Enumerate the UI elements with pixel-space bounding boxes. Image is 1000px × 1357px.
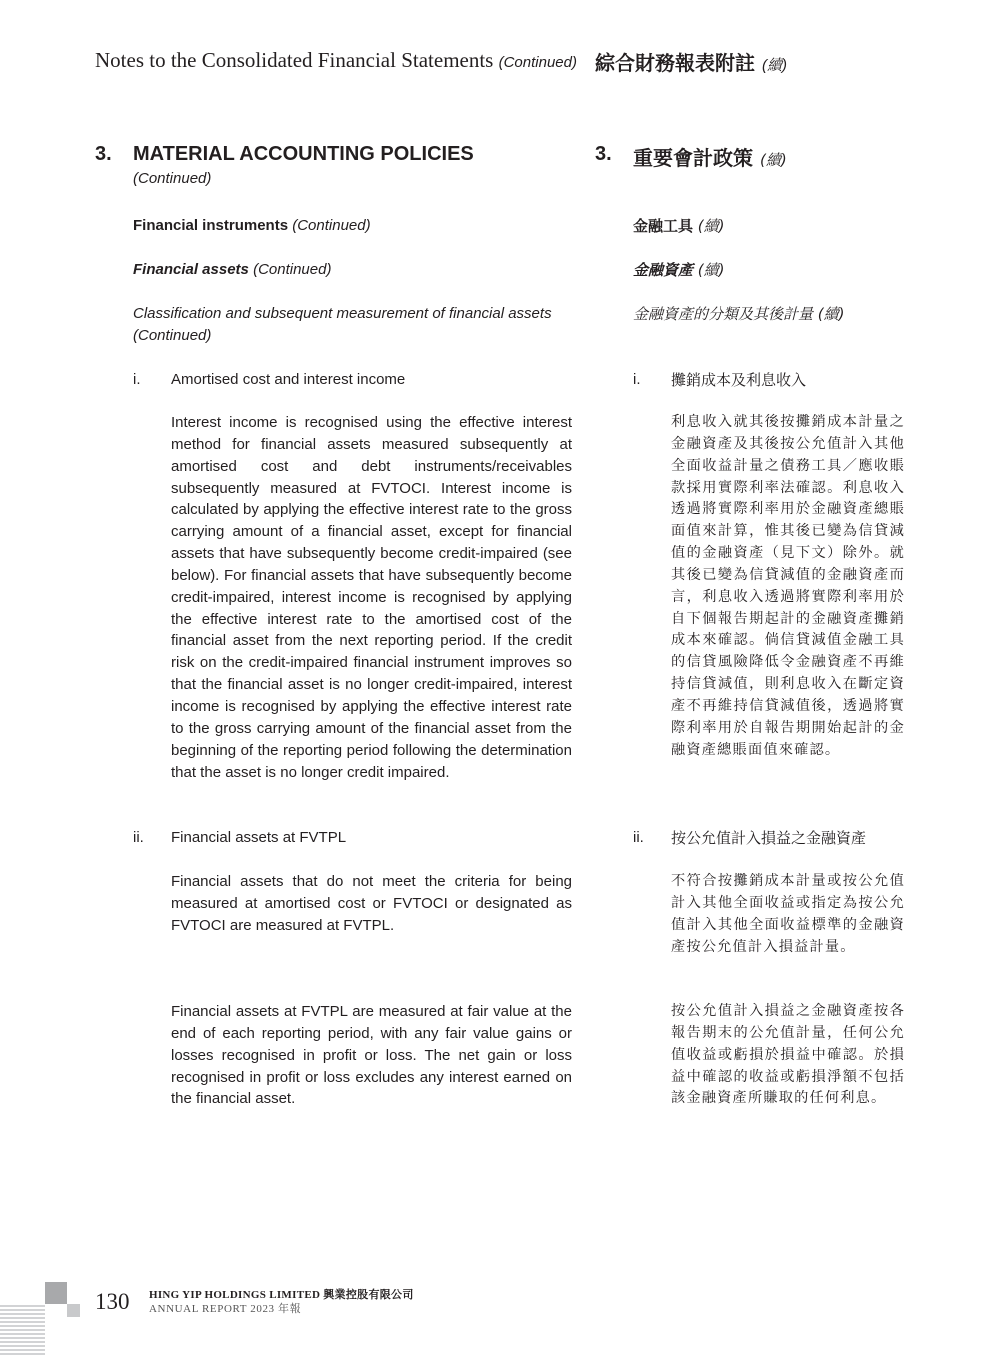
heading-financial-instruments-zh-text: 金融工具 [633,217,694,235]
section-title-zh [633,142,787,171]
item-marker-i-en: i. [133,371,141,388]
header-continued-zh: (續) [761,57,787,74]
header-continued-en: (Continued) [498,54,577,71]
paragraph-fvtpl-measurement-en: Financial assets at FVTPL are measured at fair value at the end of each reporting period, with any fair value gains or losses recognised in profit or loss. The net gain or loss recognised in profit or loss excludes any interest earned on the financial asset. [171,1003,572,1108]
footer-company-name: HING YIP HOLDINGS LIMITED 興業控股有限公司 [149,1289,414,1301]
footer-decoration-small-square [67,1304,80,1317]
heading-financial-instruments-zh [633,215,725,237]
section-number-en: 3. [95,143,112,165]
heading-classification-zh [633,303,845,325]
item-title-ii-en: Financial assets at FVTPL [171,829,347,846]
footer-decoration-square [45,1282,67,1304]
item-title-ii-zh: 按公允值計入損益之金融資產 [671,829,867,847]
heading-financial-instruments-en-continued: (Continued) [292,217,371,234]
header-title-en-text: Notes to the Consolidated Financial Statements [95,48,494,72]
section-number-zh: 3. [595,143,612,165]
footer-decoration-stripes [0,1305,45,1357]
footer-report-title: ANNUAL REPORT 2023 年報 [149,1303,302,1315]
paragraph-fvtpl-criteria-en: Financial assets that do not meet the criteria for being measured at amortised cost or FVTOCI or designated as FVTOCI are measured at FVTPL. [171,873,572,934]
item-title-i-en: Amortised cost and interest income [171,371,406,388]
section-title-en: MATERIAL ACCOUNTING POLICIES [133,143,474,165]
heading-financial-instruments-zh-continued: (續) [697,217,725,235]
paragraph-fvtpl-criteria-zh: 不符合按攤銷成本計量或按公允值計入其他全面收益或指定為按公允值計入其他全面收益標準的金融資產按公允值計入損益計量。 [671,873,905,955]
item-title-i-zh: 攤銷成本及利息收入 [671,371,807,389]
heading-financial-assets-en-continued: (Continued) [253,261,332,278]
heading-classification-zh-continued: (續) [817,305,845,323]
heading-classification-en [133,303,578,347]
heading-financial-instruments-en [133,215,371,237]
page-number: 130 [95,1289,130,1314]
heading-financial-assets-zh-continued: (續) [697,261,725,279]
paragraph-interest-income-en: Interest income is recognised using the effective interest method for financial assets measured subsequently at amortised cost and debt instruments/receivables subsequently measured at FVTOCI. Interest income is calculated by applying the effective interest rate to the gross carrying amount of a financial asset, except for financial assets that have subsequently become credit-impaired (see below). For financial assets that have subsequently become credit-impaired, interest income is recognised by applying the effective interest rate to the amortised cost of the financial asset from the next reporting period. If the credit risk on the credit-impaired financial instrument improves so that the financial asset is no longer credit-impaired, interest income is recognised by applying the effective interest rate to the gross carrying amount of the financial asset from the beginning of the reporting period following the determination that the asset is no longer credit impaired. [171,414,572,781]
heading-financial-assets-zh-text: 金融資產 [633,261,694,279]
heading-financial-assets-en [133,259,331,281]
header-title-zh [595,47,787,76]
item-marker-ii-en: ii. [133,829,144,846]
header-title-en [95,48,577,73]
section-continued-zh: (續) [759,151,787,169]
item-marker-ii-zh: ii. [633,829,644,846]
paragraph-fvtpl-measurement-zh: 按公允值計入損益之金融資產按各報告期末的公允值計量，任何公允值收益或虧損於損益中確認。於損益中確認的收益或虧損淨額不包括該金融資產所賺取的任何利息。 [671,1003,905,1107]
heading-financial-assets-en-text: Financial assets [133,261,249,278]
header-title-zh-text: 綜合財務報表附註 [595,51,755,75]
heading-classification-zh-text: 金融資產的分類及其後計量 [633,305,814,323]
section-title-zh-text: 重要會計政策 [633,146,753,170]
heading-financial-assets-zh [633,259,725,281]
item-marker-i-zh: i. [633,371,641,388]
heading-financial-instruments-en-text: Financial instruments [133,217,289,234]
heading-classification-en-continued: (Continued) [133,327,212,344]
section-continued-en: (Continued) [133,170,212,187]
heading-classification-en-text: Classification and subsequent measurement of financial assets [133,305,552,322]
paragraph-interest-income-zh: 利息收入就其後按攤銷成本計量之金融資產及其後按公允值計入其他全面收益計量之債務工具／應收賬款採用實際利率法確認。利息收入透過將實際利率用於金融資產總賬面值來計算，惟其後已變為信貸減值的金融資產（見下文）除外。就其後已變為信貸減值的金融資產而言，利息收入透過將實際利率用於自下個報告期起計的金融資產攤銷成本來確認。倘信貸減值金融工具的信貸風險降低令金融資產不再維持信貸減值，則利息收入在斷定資產不再維持信貸減值後，透過將實際利率用於自報告期開始起計的金融資產總賬面值來確認。 [671,414,905,758]
